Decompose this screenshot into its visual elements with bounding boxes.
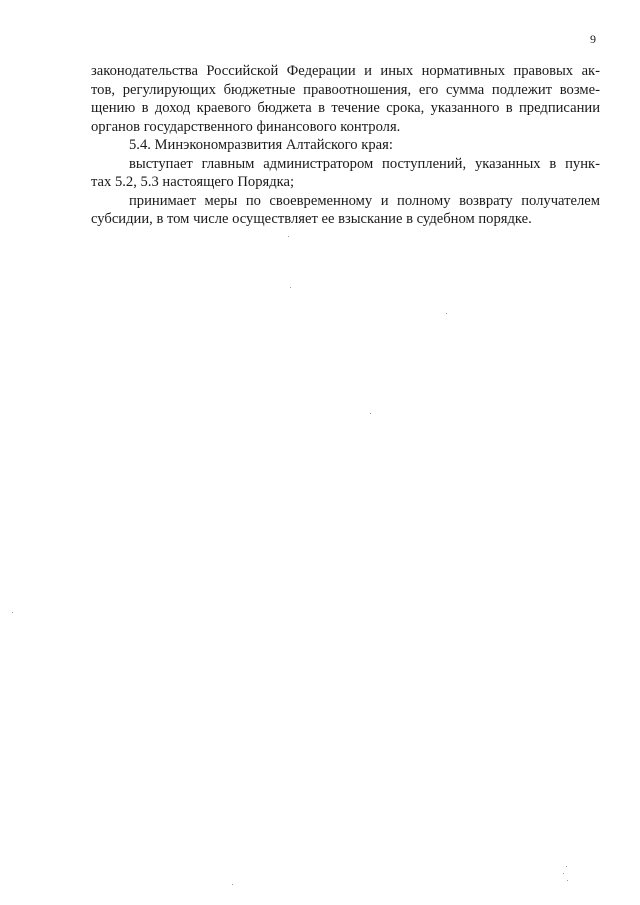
- scan-speck: [288, 236, 289, 237]
- paragraph-line: тов, регулирующих бюджетные правоотношения, его сумма подлежит возме-: [91, 81, 600, 98]
- paragraph-line: органов государственного финансового контроля.: [91, 118, 401, 135]
- scan-speck: [566, 866, 567, 867]
- scan-speck: [446, 313, 447, 314]
- scan-speck: [563, 873, 564, 874]
- paragraph-line: щению в доход краевого бюджета в течение срока, указанного в предписании: [91, 100, 600, 116]
- section-heading: 5.4. Минэкономразвития Алтайского края:: [129, 137, 393, 153]
- paragraph-line: выступает главным администратором поступлений, указанных в пунк-: [129, 155, 600, 172]
- scan-speck: [12, 612, 13, 613]
- page-number: 9: [590, 32, 596, 46]
- paragraph-line: тах 5.2, 5.3 настоящего Порядка;: [91, 174, 295, 190]
- scan-speck: [567, 880, 568, 881]
- scan-speck: [370, 413, 371, 414]
- paragraph-line: принимает меры по своевременному и полному возврату получателем: [129, 192, 600, 209]
- document-body: [91, 62, 600, 229]
- scan-speck: [232, 884, 233, 885]
- paragraph-line: субсидии, в том числе осуществляет ее взыскание в судебном порядке.: [91, 211, 532, 227]
- scan-speck: [290, 287, 291, 288]
- paragraph-line: законодательства Российской Федерации и иных нормативных правовых ак-: [91, 63, 600, 79]
